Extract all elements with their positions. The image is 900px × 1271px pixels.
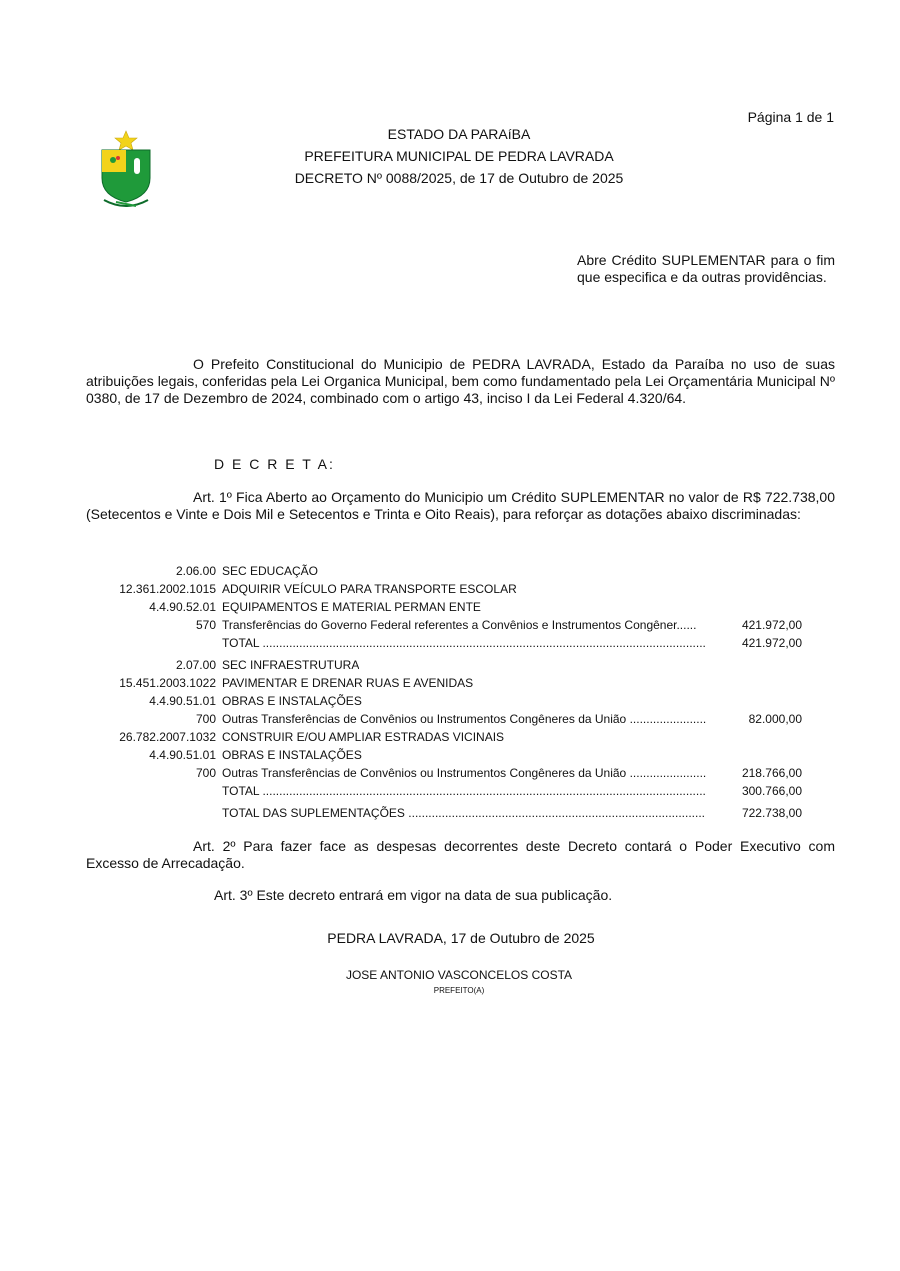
row-code: 570 — [195, 618, 216, 632]
row-description: Outras Transferências de Convênios ou Instrumentos Congêneres da União ..... — [222, 712, 706, 726]
row-value: 82.000,00 — [748, 712, 802, 726]
row-description: Transferências do Governo Federal referentes a Convênios e Instrumentos Congêner...... — [222, 618, 697, 632]
decreta-heading: D E C R E T A: — [214, 456, 335, 472]
row-description: TOTAL ..... — [222, 784, 706, 798]
row-value: 421.972,00 — [741, 618, 802, 632]
page-number: Página 1 de 1 — [747, 109, 834, 125]
table-row — [86, 618, 806, 636]
row-code: 4.4.90.52.01 — [149, 600, 216, 614]
article-3: Art. 3º Este decreto entrará em vigor na data de sua publicação. — [214, 887, 613, 903]
article-2: Art. 2º Para fazer face as despesas decorrentes deste Decreto contará o Poder Executivo com Excesso de Arrecadação. — [86, 838, 835, 871]
signatory-role: PREFEITO(A) — [433, 986, 485, 995]
table-row — [86, 636, 806, 654]
row-code: 12.361.2002.1015 — [119, 582, 216, 596]
row-description: EQUIPAMENTOS E MATERIAL PERMAN ENTE — [222, 600, 481, 614]
table-row — [86, 712, 806, 730]
row-value: 300.766,00 — [741, 784, 802, 798]
table-row — [86, 730, 806, 748]
row-description: OBRAS E INSTALAÇÕES — [222, 748, 362, 762]
header-state: ESTADO DA PARAíBA — [387, 126, 531, 142]
row-description: ADQUIRIR VEÍCULO PARA TRANSPORTE ESCOLAR — [222, 582, 517, 596]
row-code: 2.07.00 — [175, 658, 216, 672]
row-description: TOTAL ..... — [222, 636, 706, 650]
row-description: OBRAS E INSTALAÇÕES — [222, 694, 362, 708]
table-row — [86, 658, 806, 676]
header-prefecture: PREFEITURA MUNICIPAL DE PEDRA LAVRADA — [304, 148, 614, 164]
table-row — [86, 564, 806, 582]
row-code: 700 — [195, 712, 216, 726]
row-code: 26.782.2007.1032 — [119, 730, 216, 744]
row-description: TOTAL DAS SUPLEMENTAÇÕES ..... — [222, 806, 706, 820]
row-code: 15.451.2003.1022 — [119, 676, 216, 690]
table-row — [86, 676, 806, 694]
header-decree-title: DECRETO Nº 0088/2025, de 17 de Outubro de 2025 — [294, 170, 624, 186]
row-description: PAVIMENTAR E DRENAR RUAS E AVENIDAS — [222, 676, 474, 690]
ementa: Abre Crédito SUPLEMENTAR para o fim que especifica e da outras providências. — [577, 252, 835, 285]
table-row — [86, 766, 806, 784]
row-description: SEC EDUCAÇÃO — [222, 564, 319, 578]
row-description: SEC INFRAESTRUTURA — [222, 658, 360, 672]
signatory-name: JOSE ANTONIO VASCONCELOS COSTA — [345, 968, 573, 982]
table-row — [86, 784, 806, 802]
row-value: 218.766,00 — [741, 766, 802, 780]
row-code: 4.4.90.51.01 — [149, 694, 216, 708]
row-description: CONSTRUIR E/OU AMPLIAR ESTRADAS VICINAIS — [222, 730, 505, 744]
table-row — [86, 806, 806, 824]
table-row — [86, 582, 806, 600]
preamble-paragraph: O Prefeito Constitucional do Municipio de PEDRA LAVRADA, Estado da Paraíba no uso de suas atribuições legais, conferidas pela Lei Organica Municipal, bem como fundamentado pela Lei Orçamentária Municipal Nº 0380, de 17 de Dezembro de 2024, combinado com o artigo 43, inciso I da Lei Federal 4.320/64. — [86, 356, 835, 406]
row-description: Outras Transferências de Convênios ou Instrumentos Congêneres da União ..... — [222, 766, 706, 780]
row-value: 722.738,00 — [741, 806, 802, 820]
row-code: 700 — [195, 766, 216, 780]
place-and-date: PEDRA LAVRADA, 17 de Outubro de 2025 — [327, 930, 595, 946]
table-row — [86, 748, 806, 766]
table-row — [86, 694, 806, 712]
table-row — [86, 600, 806, 618]
row-value: 421.972,00 — [741, 636, 802, 650]
row-code: 2.06.00 — [175, 564, 216, 578]
article-1: Art. 1º Fica Aberto ao Orçamento do Municipio um Crédito SUPLEMENTAR no valor de R$ 722.738,00 (Setecentos e Vinte e Dois Mil e Setecentos e Trinta e Oito Reais), para reforçar as dotações abaixo discriminadas: — [86, 489, 835, 522]
row-code: 4.4.90.51.01 — [149, 748, 216, 762]
